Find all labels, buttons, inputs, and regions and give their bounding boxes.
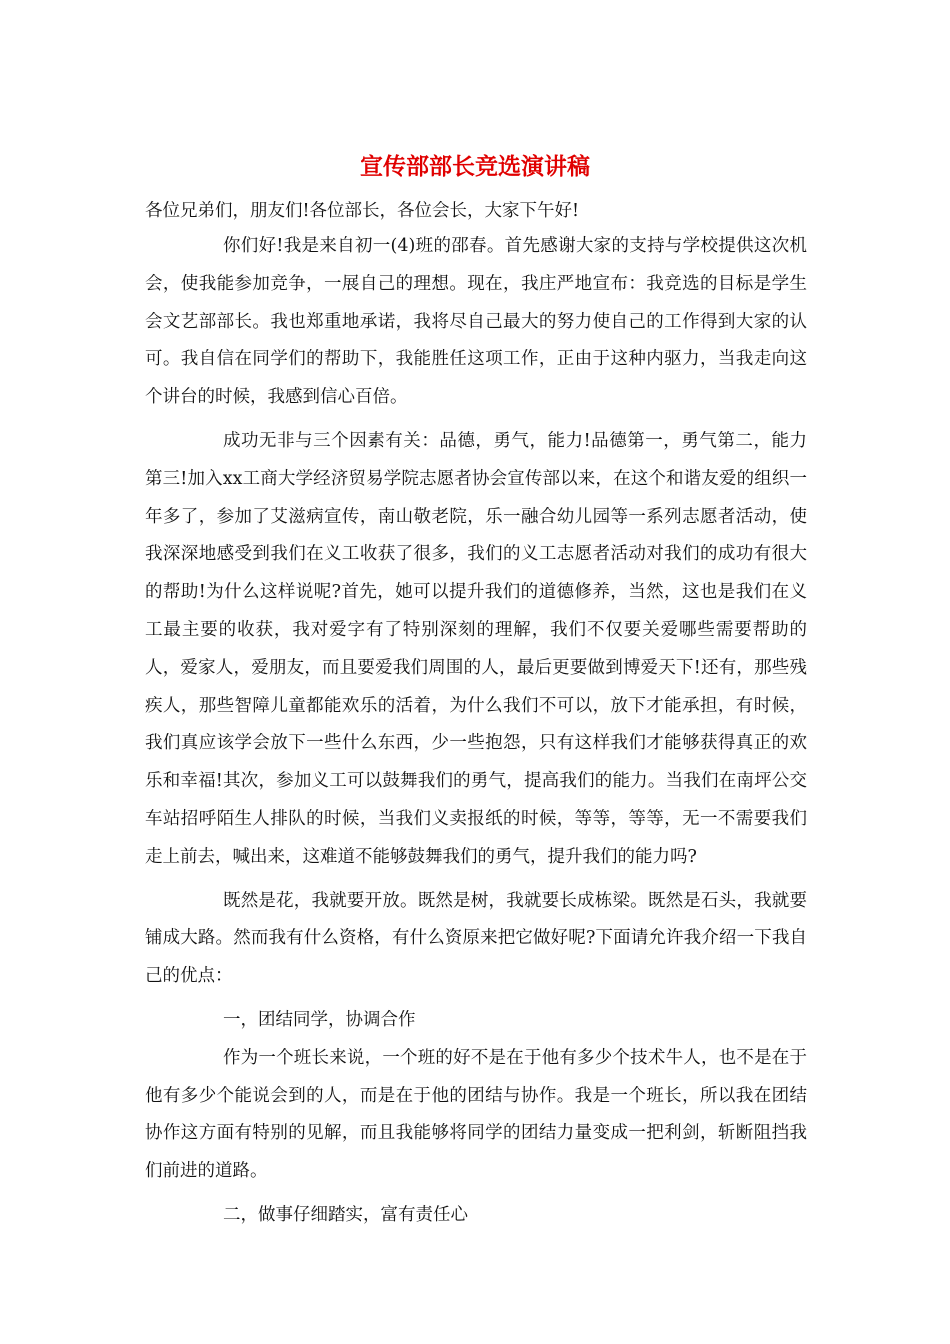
body-paragraph: 你们好!我是来自初一(4)班的邵春。首先感谢大家的支持与学校提供这次机会，使我能参加竞争，一展自己的理想。现在，我庄严地宣布：我竞选的目标是学生会文艺部部长。我也郑重地承诺，我将尽自己最大的努力使自己的工作得到大家的认可。我自信在同学们的帮助下，我能胜任这项工作，正由于这种内驱力，当我走向这个讲台的时候，我感到信心百倍。: [145, 236, 807, 408]
greeting-paragraph: 各位兄弟们，朋友们!各位部长，各位会长，大家下午好!: [145, 201, 580, 221]
body-paragraph: 作为一个班长来说，一个班的好不是在于他有多少个技术牛人，也不是在于他有多少个能说会到的人，而是在于他的团结与协作。我是一个班长，所以我在团结协作这方面有特别的见解，而且我能够将同学的团结力量变成一把利剑，斩断阻挡我们前进的道路。: [145, 1047, 807, 1182]
section-heading: 一，团结同学，协调合作: [223, 1009, 416, 1030]
document-title: 宣传部部长竞选演讲稿: [360, 154, 590, 180]
body-paragraph: 成功无非与三个因素有关：品德，勇气，能力!品德第一，勇气第二，能力第三!加入xx工商大学经济贸易学院志愿者协会宣传部以来，在这个和谐友爱的组织一年多了，参加了艾滋病宣传，南山敬老院，乐一融合幼儿园等一系列志愿者活动，使我深深地感受到我们在义工收获了很多，我们的义工志愿者活动对我们的成功有很大的帮助!为什么这样说呢?首先，她可以提升我们的道德修养，当然，这也是我们在义工最主要的收获，我对爱字有了特别深刻的理解，我们不仅要关爱哪些需要帮助的人，爱家人，爱朋友，而且要爱我们周围的人，最后更要做到博爱天下!还有，那些残疾人，那些智障儿童都能欢乐的活着，为什么我们不可以，放下才能承担，有时候，我们真应该学会放下一些什么东西，少一些抱怨，只有这样我们才能够获得真正的欢乐和幸福!其次，参加义工可以鼓舞我们的勇气，提高我们的能力。当我们在南坪公交车站招呼陌生人排队的时候，当我们义卖报纸的时候，等等，等等，无一不需要我们走上前去，喊出来，这难道不能够鼓舞我们的勇气，提升我们的能力吗?: [145, 430, 807, 867]
section-heading: 二，做事仔细踏实，富有责任心: [223, 1204, 468, 1225]
body-paragraph: 既然是花，我就要开放。既然是树，我就要长成栋梁。既然是石头，我就要铺成大路。然而我有什么资格，有什么资原来把它做好呢?下面请允许我介绍一下我自己的优点：: [145, 890, 807, 987]
document-body: [145, 195, 807, 1235]
